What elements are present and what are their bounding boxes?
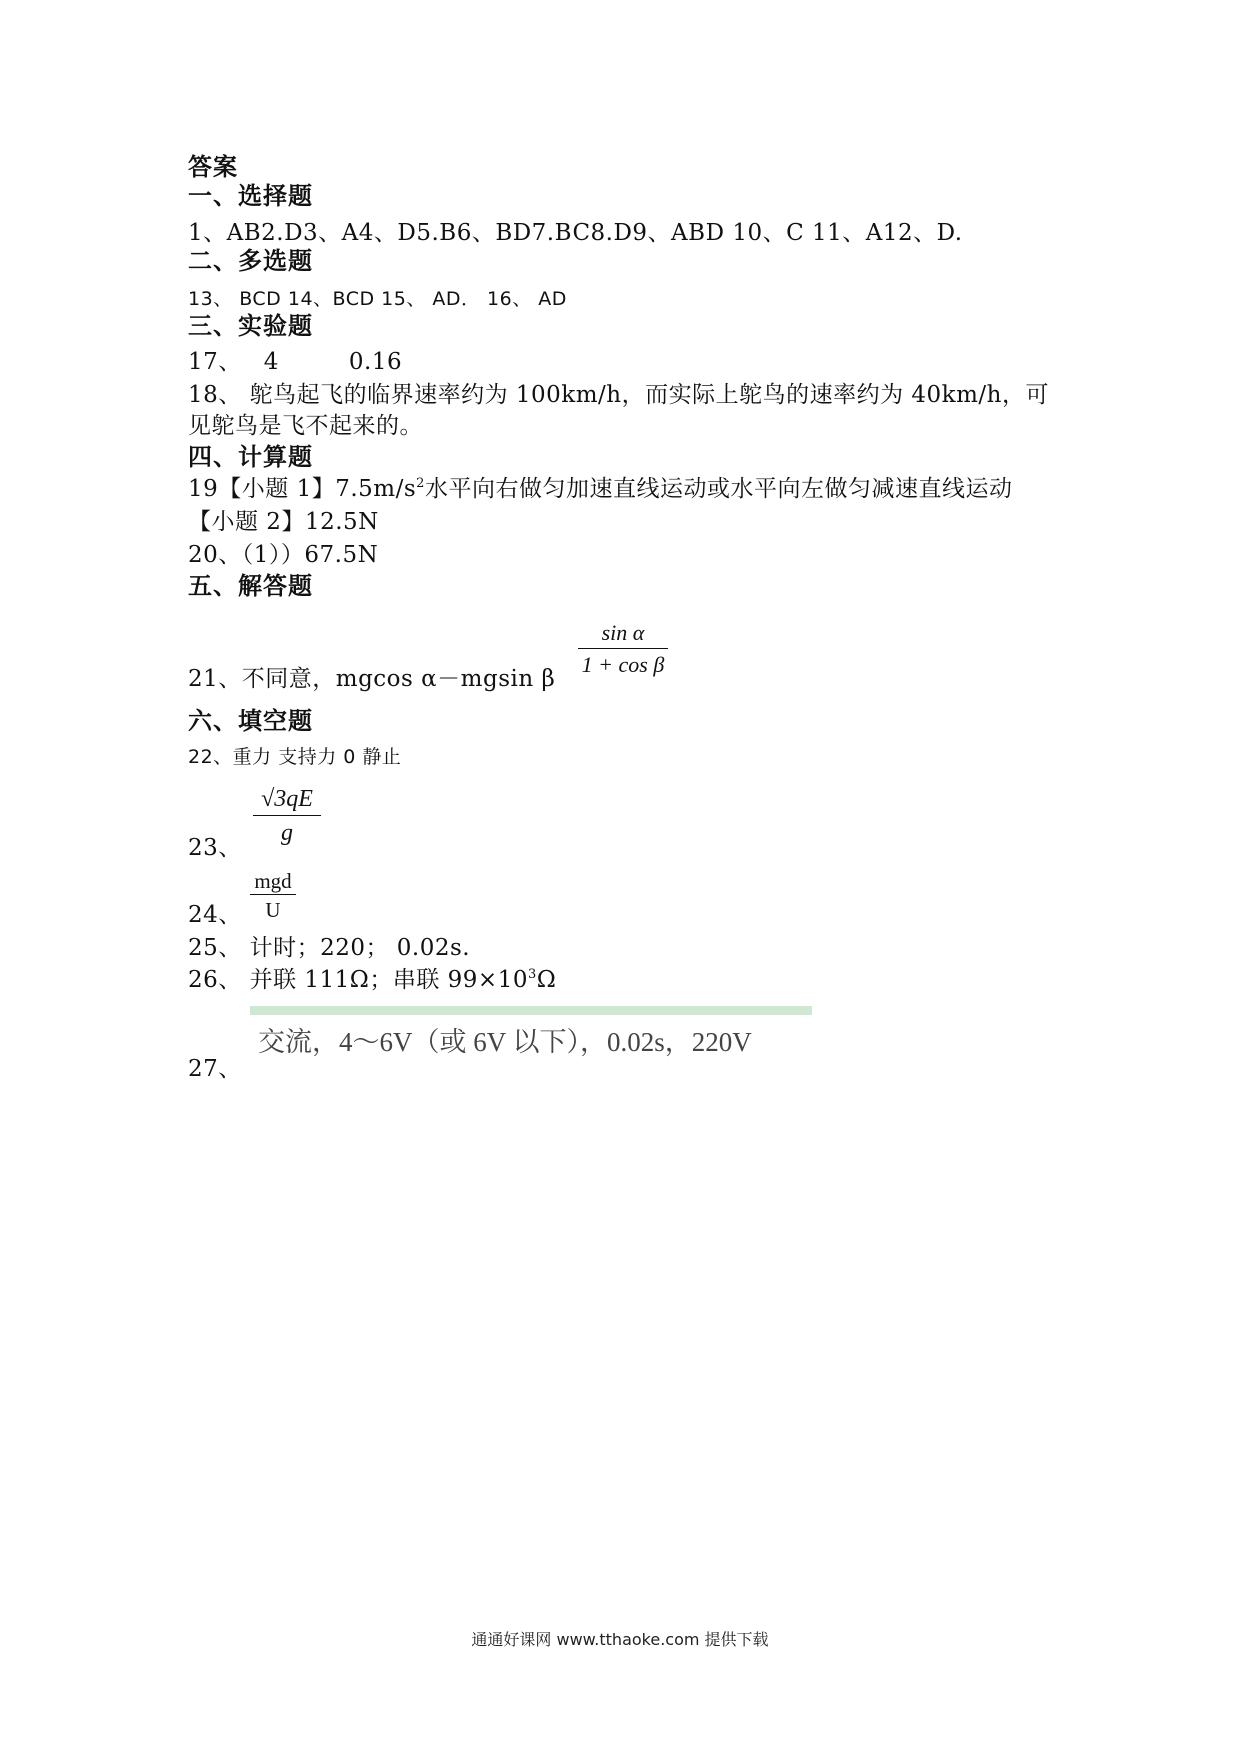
q22-answer: 22、重力 支持力 0 静止 <box>188 746 402 768</box>
choice-answers: 1、AB2.D3、A4、D5.B6、BD7.BC8.D9、ABD 10、C 11、A12、D. <box>188 220 963 246</box>
q27-image-text: 交流，4～6V（或 6V 以下），0.02s，220V <box>258 1027 752 1057</box>
q18-line2: 见鸵鸟是飞不起来的。 <box>188 413 423 439</box>
q20-answer: 20、（1））67.5N <box>188 542 379 568</box>
q24-denominator: U <box>265 898 281 922</box>
section-heading-fill: 六、填空题 <box>188 706 313 735</box>
q17-value-b: 0.16 <box>348 349 403 375</box>
q17-answer <box>188 347 402 377</box>
q26-post: Ω <box>536 967 557 993</box>
q19-superscript: 2 <box>416 476 425 491</box>
section-heading-calc: 四、计算题 <box>188 442 313 471</box>
section-heading-multi: 二、多选题 <box>188 246 313 275</box>
q17-label: 17、 <box>188 349 242 375</box>
q17-value-a: 4 <box>263 349 279 375</box>
q26-superscript: 3 <box>527 967 537 982</box>
multi-answers: 13、 BCD 14、BCD 15、 AD． 16、 AD <box>188 288 567 310</box>
q21-text: 21、不同意，mgcos α－mgsin β <box>188 666 556 692</box>
q26-pre: 26、 并联 111Ω；串联 99×10 <box>188 967 528 993</box>
q27-label: 27、 <box>188 1056 242 1082</box>
q21-numerator: sin α <box>601 620 645 645</box>
q18-line1: 18、 鸵鸟起飞的临界速率约为 100km/h，而实际上鸵鸟的速率约为 40km/h，可 <box>188 382 1049 408</box>
q23-fraction <box>253 783 321 850</box>
q21-denominator: 1 + cos β <box>581 652 665 677</box>
q24-label: 24、 <box>188 902 242 928</box>
q23-numerator: √3qE <box>261 786 313 812</box>
q23-denominator: g <box>281 820 293 846</box>
q23-label: 23、 <box>188 835 242 861</box>
q25-answer: 25、 计时；220； 0.02s. <box>188 935 471 961</box>
q19-line1 <box>188 474 1012 504</box>
q27-image-band <box>250 1006 812 1015</box>
q27-answer-image <box>250 1006 812 1057</box>
page-footer: 通通好课网 www.tthaoke.com 提供下载 <box>471 1630 769 1649</box>
q19-line2: 【小题 2】12.5N <box>188 509 379 535</box>
q19-pre: 19【小题 1】7.5m/s <box>188 476 417 502</box>
section-heading-experiment: 三、实验题 <box>188 311 313 340</box>
q24-numerator: mgd <box>254 869 292 893</box>
section-heading-choice: 一、选择题 <box>188 181 313 210</box>
q19-post: 水平向右做匀加速直线运动或水平向左做匀减速直线运动 <box>424 476 1013 502</box>
q21-fraction <box>578 618 668 681</box>
q26-answer <box>188 965 556 995</box>
q24-fraction <box>250 868 296 925</box>
page-title: 答案 <box>188 152 238 181</box>
section-heading-solve: 五、解答题 <box>188 571 313 600</box>
